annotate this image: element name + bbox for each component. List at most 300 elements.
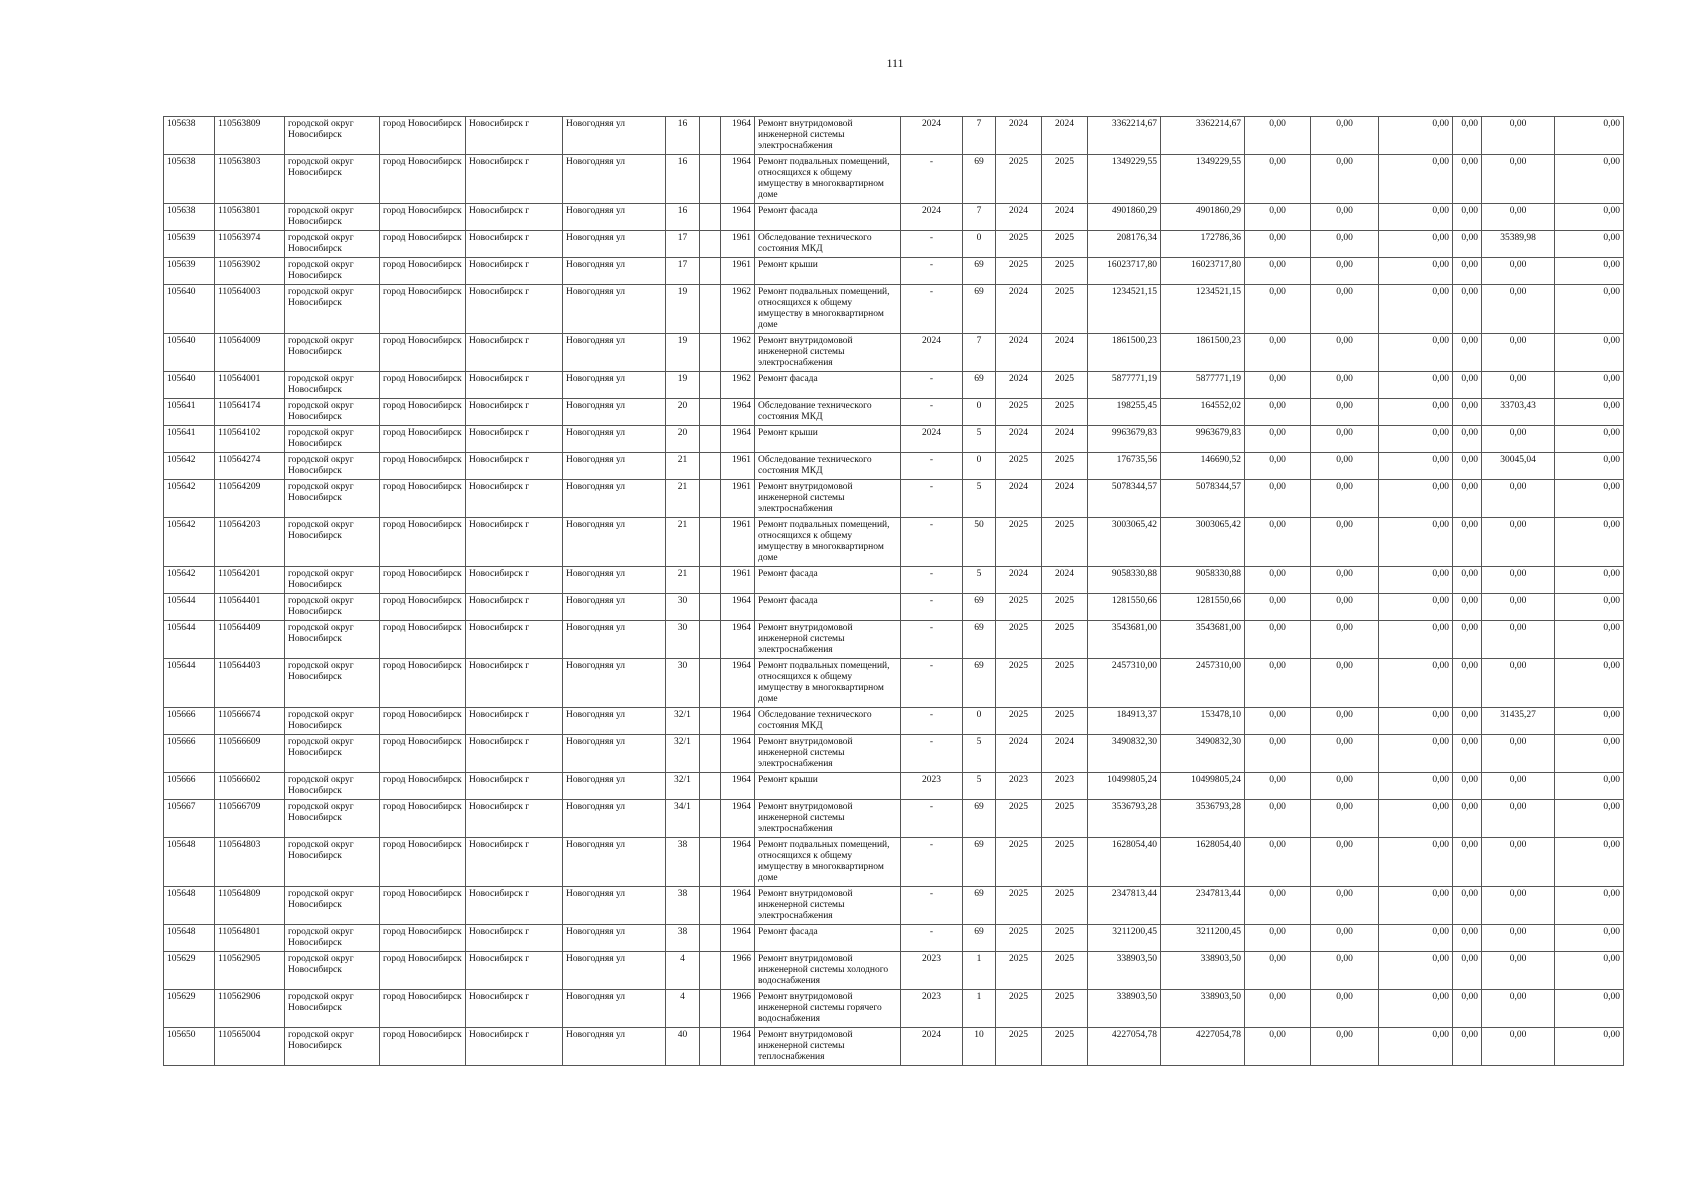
cell-city: Новосибирск г — [466, 231, 563, 258]
cell-budget-federal: 0,00 — [1245, 773, 1311, 800]
cell-building — [700, 285, 721, 334]
cell-other-2: 0,00 — [1555, 773, 1624, 800]
cell-owners-cost: 0,00 — [1482, 773, 1555, 800]
cell-work-id: 110563902 — [215, 258, 285, 285]
cell-settlement: город Новосибирск — [380, 990, 466, 1028]
cell-street: Новогодняя ул — [563, 773, 666, 800]
cell-settlement: город Новосибирск — [380, 231, 466, 258]
cell-priority: 5 — [963, 735, 996, 773]
cell-priority: 5 — [963, 426, 996, 453]
cell-city: Новосибирск г — [466, 887, 563, 925]
cell-record-id: 105641 — [164, 426, 215, 453]
cell-end-year: 2024 — [1042, 334, 1088, 372]
cell-fund-cost: 3211200,45 — [1161, 925, 1245, 952]
cell-priority: 69 — [963, 621, 996, 659]
cell-total-cost: 2457310,00 — [1088, 659, 1161, 708]
cell-priority: 0 — [963, 231, 996, 258]
cell-budget-federal: 0,00 — [1245, 567, 1311, 594]
cell-city: Новосибирск г — [466, 659, 563, 708]
cell-total-cost: 1281550,66 — [1088, 594, 1161, 621]
cell-budget-regional: 0,00 — [1311, 735, 1379, 773]
cell-fund-cost: 3003065,42 — [1161, 518, 1245, 567]
cell-building — [700, 334, 721, 372]
cell-budget-federal: 0,00 — [1245, 990, 1311, 1028]
cell-other-2: 0,00 — [1555, 117, 1624, 155]
cell-house-number: 21 — [666, 518, 700, 567]
cell-work-type: Ремонт внутридомовой инженерной системы электроснабжения — [755, 334, 901, 372]
cell-work-type: Обследование технического состояния МКД — [755, 231, 901, 258]
cell-start-year: 2025 — [996, 800, 1042, 838]
cell-plan-year: - — [901, 594, 963, 621]
cell-total-cost: 4901860,29 — [1088, 204, 1161, 231]
cell-other-1: 0,00 — [1453, 659, 1482, 708]
cell-built-year: 1964 — [721, 925, 755, 952]
cell-street: Новогодняя ул — [563, 990, 666, 1028]
cell-street: Новогодняя ул — [563, 399, 666, 426]
cell-street: Новогодняя ул — [563, 708, 666, 735]
table-row — [164, 594, 1624, 621]
cell-city: Новосибирск г — [466, 285, 563, 334]
table-row — [164, 838, 1624, 887]
cell-start-year: 2025 — [996, 155, 1042, 204]
cell-work-type: Ремонт внутридомовой инженерной системы горячего водоснабжения — [755, 990, 901, 1028]
cell-municipal-district: городской округ Новосибирск — [285, 117, 380, 155]
cell-total-cost: 3211200,45 — [1088, 925, 1161, 952]
cell-house-number: 4 — [666, 990, 700, 1028]
cell-building — [700, 399, 721, 426]
cell-total-cost: 1628054,40 — [1088, 838, 1161, 887]
cell-owners-cost: 0,00 — [1482, 800, 1555, 838]
cell-total-cost: 184913,37 — [1088, 708, 1161, 735]
cell-total-cost: 3490832,30 — [1088, 735, 1161, 773]
cell-budget-regional: 0,00 — [1311, 372, 1379, 399]
cell-work-type: Обследование технического состояния МКД — [755, 399, 901, 426]
cell-other-1: 0,00 — [1453, 426, 1482, 453]
cell-owners-cost: 0,00 — [1482, 594, 1555, 621]
cell-building — [700, 952, 721, 990]
cell-end-year: 2025 — [1042, 925, 1088, 952]
cell-plan-year: 2023 — [901, 773, 963, 800]
cell-municipal-district: городской округ Новосибирск — [285, 735, 380, 773]
cell-house-number: 20 — [666, 426, 700, 453]
cell-budget-regional: 0,00 — [1311, 800, 1379, 838]
cell-budget-federal: 0,00 — [1245, 231, 1311, 258]
cell-budget-local: 0,00 — [1379, 155, 1453, 204]
cell-street: Новогодняя ул — [563, 952, 666, 990]
cell-other-1: 0,00 — [1453, 567, 1482, 594]
cell-end-year: 2025 — [1042, 372, 1088, 399]
cell-municipal-district: городской округ Новосибирск — [285, 1028, 380, 1066]
cell-budget-federal: 0,00 — [1245, 838, 1311, 887]
cell-plan-year: - — [901, 480, 963, 518]
cell-fund-cost: 1281550,66 — [1161, 594, 1245, 621]
cell-other-2: 0,00 — [1555, 480, 1624, 518]
cell-priority: 69 — [963, 594, 996, 621]
cell-city: Новосибирск г — [466, 1028, 563, 1066]
cell-fund-cost: 4901860,29 — [1161, 204, 1245, 231]
cell-budget-federal: 0,00 — [1245, 204, 1311, 231]
cell-work-id: 110563803 — [215, 155, 285, 204]
cell-plan-year: - — [901, 258, 963, 285]
cell-street: Новогодняя ул — [563, 453, 666, 480]
cell-priority: 0 — [963, 453, 996, 480]
cell-total-cost: 1234521,15 — [1088, 285, 1161, 334]
cell-other-1: 0,00 — [1453, 155, 1482, 204]
cell-other-1: 0,00 — [1453, 594, 1482, 621]
cell-priority: 0 — [963, 399, 996, 426]
cell-other-1: 0,00 — [1453, 952, 1482, 990]
cell-budget-regional: 0,00 — [1311, 838, 1379, 887]
cell-municipal-district: городской округ Новосибирск — [285, 155, 380, 204]
cell-built-year: 1964 — [721, 155, 755, 204]
cell-budget-local: 0,00 — [1379, 735, 1453, 773]
cell-budget-regional: 0,00 — [1311, 925, 1379, 952]
cell-work-id: 110564203 — [215, 518, 285, 567]
cell-budget-regional: 0,00 — [1311, 952, 1379, 990]
cell-municipal-district: городской округ Новосибирск — [285, 567, 380, 594]
cell-municipal-district: городской округ Новосибирск — [285, 285, 380, 334]
cell-fund-cost: 338903,50 — [1161, 952, 1245, 990]
cell-end-year: 2024 — [1042, 567, 1088, 594]
cell-city: Новосибирск г — [466, 258, 563, 285]
cell-municipal-district: городской округ Новосибирск — [285, 773, 380, 800]
cell-priority: 69 — [963, 258, 996, 285]
cell-start-year: 2025 — [996, 621, 1042, 659]
cell-municipal-district: городской округ Новосибирск — [285, 621, 380, 659]
cell-built-year: 1962 — [721, 285, 755, 334]
cell-budget-regional: 0,00 — [1311, 480, 1379, 518]
cell-built-year: 1962 — [721, 334, 755, 372]
cell-fund-cost: 1234521,15 — [1161, 285, 1245, 334]
cell-priority: 0 — [963, 708, 996, 735]
cell-street: Новогодняя ул — [563, 155, 666, 204]
cell-total-cost: 208176,34 — [1088, 231, 1161, 258]
cell-fund-cost: 16023717,80 — [1161, 258, 1245, 285]
cell-city: Новосибирск г — [466, 952, 563, 990]
cell-budget-federal: 0,00 — [1245, 453, 1311, 480]
cell-fund-cost: 5877771,19 — [1161, 372, 1245, 399]
cell-plan-year: - — [901, 838, 963, 887]
cell-settlement: город Новосибирск — [380, 258, 466, 285]
table-row — [164, 708, 1624, 735]
table-row — [164, 285, 1624, 334]
cell-work-id: 110564003 — [215, 285, 285, 334]
cell-end-year: 2025 — [1042, 621, 1088, 659]
cell-owners-cost: 0,00 — [1482, 285, 1555, 334]
cell-other-2: 0,00 — [1555, 204, 1624, 231]
cell-street: Новогодняя ул — [563, 334, 666, 372]
cell-street: Новогодняя ул — [563, 480, 666, 518]
cell-record-id: 105644 — [164, 594, 215, 621]
cell-total-cost: 9058330,88 — [1088, 567, 1161, 594]
cell-house-number: 4 — [666, 952, 700, 990]
cell-building — [700, 372, 721, 399]
cell-priority: 7 — [963, 334, 996, 372]
cell-budget-federal: 0,00 — [1245, 952, 1311, 990]
cell-settlement: город Новосибирск — [380, 887, 466, 925]
cell-settlement: город Новосибирск — [380, 204, 466, 231]
cell-work-type: Ремонт внутридомовой инженерной системы электроснабжения — [755, 735, 901, 773]
cell-other-1: 0,00 — [1453, 887, 1482, 925]
cell-total-cost: 3362214,67 — [1088, 117, 1161, 155]
cell-other-2: 0,00 — [1555, 708, 1624, 735]
cell-settlement: город Новосибирск — [380, 372, 466, 399]
cell-built-year: 1961 — [721, 567, 755, 594]
cell-budget-local: 0,00 — [1379, 518, 1453, 567]
cell-budget-local: 0,00 — [1379, 567, 1453, 594]
cell-fund-cost: 5078344,57 — [1161, 480, 1245, 518]
cell-work-type: Ремонт фасада — [755, 204, 901, 231]
table-row — [164, 453, 1624, 480]
cell-budget-local: 0,00 — [1379, 480, 1453, 518]
cell-other-2: 0,00 — [1555, 231, 1624, 258]
cell-city: Новосибирск г — [466, 621, 563, 659]
cell-plan-year: 2024 — [901, 117, 963, 155]
cell-start-year: 2025 — [996, 887, 1042, 925]
cell-plan-year: 2024 — [901, 334, 963, 372]
table-row — [164, 735, 1624, 773]
cell-building — [700, 1028, 721, 1066]
cell-built-year: 1961 — [721, 258, 755, 285]
cell-built-year: 1964 — [721, 594, 755, 621]
cell-budget-federal: 0,00 — [1245, 285, 1311, 334]
cell-start-year: 2025 — [996, 518, 1042, 567]
cell-work-id: 110564209 — [215, 480, 285, 518]
cell-total-cost: 3003065,42 — [1088, 518, 1161, 567]
cell-budget-local: 0,00 — [1379, 773, 1453, 800]
cell-budget-regional: 0,00 — [1311, 399, 1379, 426]
cell-total-cost: 5877771,19 — [1088, 372, 1161, 399]
cell-owners-cost: 0,00 — [1482, 659, 1555, 708]
cell-work-id: 110562905 — [215, 952, 285, 990]
cell-budget-local: 0,00 — [1379, 372, 1453, 399]
cell-total-cost: 5078344,57 — [1088, 480, 1161, 518]
cell-owners-cost: 0,00 — [1482, 952, 1555, 990]
cell-priority: 5 — [963, 480, 996, 518]
cell-budget-regional: 0,00 — [1311, 708, 1379, 735]
cell-record-id: 105642 — [164, 453, 215, 480]
cell-built-year: 1964 — [721, 773, 755, 800]
cell-budget-local: 0,00 — [1379, 800, 1453, 838]
cell-municipal-district: городской округ Новосибирск — [285, 990, 380, 1028]
cell-owners-cost: 0,00 — [1482, 1028, 1555, 1066]
cell-other-2: 0,00 — [1555, 426, 1624, 453]
cell-other-2: 0,00 — [1555, 334, 1624, 372]
cell-street: Новогодняя ул — [563, 800, 666, 838]
cell-budget-federal: 0,00 — [1245, 925, 1311, 952]
cell-other-1: 0,00 — [1453, 117, 1482, 155]
cell-budget-local: 0,00 — [1379, 334, 1453, 372]
cell-budget-federal: 0,00 — [1245, 372, 1311, 399]
cell-priority: 50 — [963, 518, 996, 567]
cell-other-1: 0,00 — [1453, 480, 1482, 518]
cell-total-cost: 176735,56 — [1088, 453, 1161, 480]
cell-street: Новогодняя ул — [563, 659, 666, 708]
table-row — [164, 334, 1624, 372]
cell-work-type: Ремонт крыши — [755, 258, 901, 285]
cell-plan-year: 2024 — [901, 426, 963, 453]
cell-work-type: Ремонт внутридомовой инженерной системы электроснабжения — [755, 117, 901, 155]
cell-budget-federal: 0,00 — [1245, 399, 1311, 426]
cell-budget-local: 0,00 — [1379, 204, 1453, 231]
cell-city: Новосибирск г — [466, 567, 563, 594]
cell-work-type: Ремонт фасада — [755, 925, 901, 952]
cell-other-1: 0,00 — [1453, 990, 1482, 1028]
cell-municipal-district: городской округ Новосибирск — [285, 887, 380, 925]
cell-plan-year: - — [901, 155, 963, 204]
cell-other-1: 0,00 — [1453, 334, 1482, 372]
cell-house-number: 30 — [666, 594, 700, 621]
cell-building — [700, 258, 721, 285]
cell-record-id: 105640 — [164, 285, 215, 334]
cell-priority: 7 — [963, 117, 996, 155]
cell-plan-year: - — [901, 621, 963, 659]
cell-other-1: 0,00 — [1453, 708, 1482, 735]
cell-start-year: 2024 — [996, 735, 1042, 773]
cell-work-type: Ремонт фасада — [755, 372, 901, 399]
cell-budget-regional: 0,00 — [1311, 258, 1379, 285]
cell-municipal-district: городской округ Новосибирск — [285, 399, 380, 426]
cell-start-year: 2025 — [996, 708, 1042, 735]
cell-total-cost: 16023717,80 — [1088, 258, 1161, 285]
cell-record-id: 105639 — [164, 231, 215, 258]
table-row — [164, 258, 1624, 285]
cell-priority: 69 — [963, 800, 996, 838]
cell-total-cost: 338903,50 — [1088, 952, 1161, 990]
cell-house-number: 21 — [666, 453, 700, 480]
cell-budget-local: 0,00 — [1379, 426, 1453, 453]
cell-start-year: 2024 — [996, 426, 1042, 453]
cell-work-id: 110564403 — [215, 659, 285, 708]
cell-other-1: 0,00 — [1453, 231, 1482, 258]
cell-budget-federal: 0,00 — [1245, 594, 1311, 621]
cell-other-2: 0,00 — [1555, 925, 1624, 952]
cell-plan-year: - — [901, 659, 963, 708]
cell-built-year: 1964 — [721, 117, 755, 155]
cell-city: Новосибирск г — [466, 925, 563, 952]
cell-start-year: 2024 — [996, 285, 1042, 334]
cell-settlement: город Новосибирск — [380, 155, 466, 204]
cell-other-2: 0,00 — [1555, 594, 1624, 621]
cell-budget-local: 0,00 — [1379, 708, 1453, 735]
capital-repair-table — [163, 116, 1624, 1066]
cell-municipal-district: городской округ Новосибирск — [285, 231, 380, 258]
cell-street: Новогодняя ул — [563, 594, 666, 621]
cell-house-number: 16 — [666, 117, 700, 155]
cell-other-1: 0,00 — [1453, 399, 1482, 426]
cell-owners-cost: 0,00 — [1482, 735, 1555, 773]
cell-fund-cost: 164552,02 — [1161, 399, 1245, 426]
cell-house-number: 38 — [666, 838, 700, 887]
cell-plan-year: - — [901, 800, 963, 838]
cell-building — [700, 621, 721, 659]
cell-budget-local: 0,00 — [1379, 887, 1453, 925]
cell-budget-regional: 0,00 — [1311, 1028, 1379, 1066]
cell-settlement: город Новосибирск — [380, 285, 466, 334]
cell-end-year: 2025 — [1042, 1028, 1088, 1066]
cell-end-year: 2024 — [1042, 426, 1088, 453]
cell-record-id: 105629 — [164, 952, 215, 990]
cell-built-year: 1964 — [721, 887, 755, 925]
cell-budget-local: 0,00 — [1379, 231, 1453, 258]
cell-work-id: 110564102 — [215, 426, 285, 453]
cell-built-year: 1961 — [721, 518, 755, 567]
cell-municipal-district: городской округ Новосибирск — [285, 426, 380, 453]
cell-record-id: 105667 — [164, 800, 215, 838]
cell-work-type: Обследование технического состояния МКД — [755, 453, 901, 480]
cell-budget-local: 0,00 — [1379, 453, 1453, 480]
cell-budget-federal: 0,00 — [1245, 480, 1311, 518]
cell-house-number: 30 — [666, 621, 700, 659]
cell-work-id: 110564009 — [215, 334, 285, 372]
cell-building — [700, 773, 721, 800]
cell-built-year: 1964 — [721, 800, 755, 838]
cell-record-id: 105640 — [164, 334, 215, 372]
cell-record-id: 105629 — [164, 990, 215, 1028]
cell-work-type: Ремонт подвальных помещений, относящихся к общему имуществу в многоквартирном доме — [755, 838, 901, 887]
cell-start-year: 2025 — [996, 453, 1042, 480]
cell-record-id: 105642 — [164, 480, 215, 518]
cell-work-id: 110563974 — [215, 231, 285, 258]
cell-settlement: город Новосибирск — [380, 117, 466, 155]
cell-building — [700, 708, 721, 735]
cell-work-type: Ремонт крыши — [755, 773, 901, 800]
cell-building — [700, 426, 721, 453]
cell-plan-year: - — [901, 285, 963, 334]
cell-start-year: 2024 — [996, 372, 1042, 399]
cell-settlement: город Новосибирск — [380, 773, 466, 800]
cell-building — [700, 231, 721, 258]
cell-work-type: Ремонт подвальных помещений, относящихся к общему имуществу в многоквартирном доме — [755, 659, 901, 708]
cell-street: Новогодняя ул — [563, 567, 666, 594]
cell-start-year: 2025 — [996, 1028, 1042, 1066]
cell-other-2: 0,00 — [1555, 567, 1624, 594]
cell-other-1: 0,00 — [1453, 621, 1482, 659]
cell-budget-federal: 0,00 — [1245, 887, 1311, 925]
cell-built-year: 1962 — [721, 372, 755, 399]
cell-work-id: 110564201 — [215, 567, 285, 594]
cell-municipal-district: городской округ Новосибирск — [285, 334, 380, 372]
cell-street: Новогодняя ул — [563, 518, 666, 567]
cell-city: Новосибирск г — [466, 518, 563, 567]
cell-budget-local: 0,00 — [1379, 838, 1453, 887]
cell-built-year: 1964 — [721, 659, 755, 708]
cell-end-year: 2023 — [1042, 773, 1088, 800]
cell-plan-year: - — [901, 925, 963, 952]
cell-priority: 69 — [963, 659, 996, 708]
cell-budget-federal: 0,00 — [1245, 621, 1311, 659]
table-row — [164, 800, 1624, 838]
cell-settlement: город Новосибирск — [380, 1028, 466, 1066]
cell-street: Новогодняя ул — [563, 231, 666, 258]
cell-municipal-district: городской округ Новосибирск — [285, 518, 380, 567]
cell-priority: 1 — [963, 990, 996, 1028]
table-row — [164, 659, 1624, 708]
cell-total-cost: 3543681,00 — [1088, 621, 1161, 659]
cell-work-type: Ремонт подвальных помещений, относящихся к общему имуществу в многоквартирном доме — [755, 285, 901, 334]
cell-budget-federal: 0,00 — [1245, 659, 1311, 708]
cell-house-number: 19 — [666, 285, 700, 334]
cell-end-year: 2024 — [1042, 204, 1088, 231]
cell-work-id: 110564174 — [215, 399, 285, 426]
cell-fund-cost: 2457310,00 — [1161, 659, 1245, 708]
cell-work-type: Ремонт внутридомовой инженерной системы электроснабжения — [755, 887, 901, 925]
cell-work-type: Ремонт крыши — [755, 426, 901, 453]
cell-fund-cost: 2347813,44 — [1161, 887, 1245, 925]
cell-plan-year: - — [901, 567, 963, 594]
cell-other-1: 0,00 — [1453, 372, 1482, 399]
cell-budget-federal: 0,00 — [1245, 800, 1311, 838]
